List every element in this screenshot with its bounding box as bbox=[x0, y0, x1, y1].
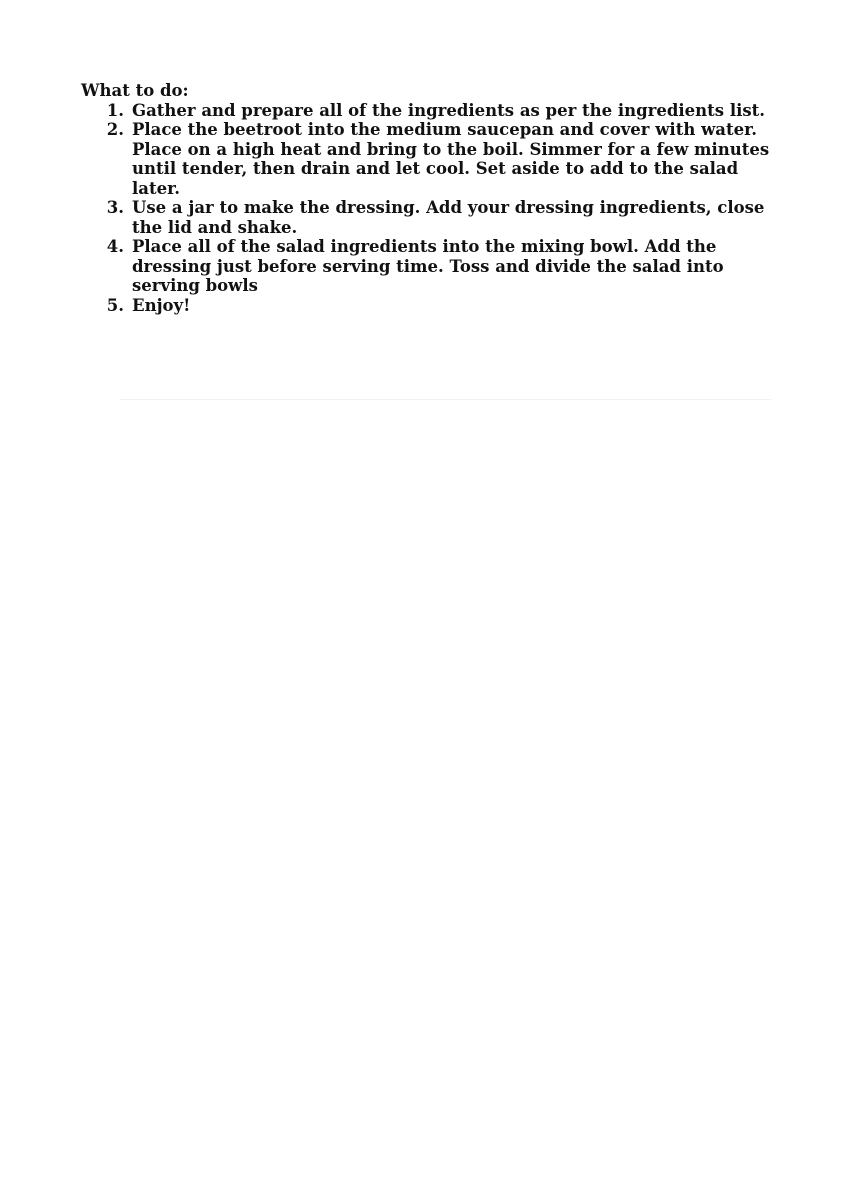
step-number: 4. bbox=[106, 237, 124, 256]
step-text: Place all of the salad ingredients into the mixing bowl. Add the dressing just before serving time. Toss and divide the salad into serving bowls bbox=[132, 237, 724, 295]
step-item bbox=[81, 237, 771, 296]
step-number: 3. bbox=[106, 198, 124, 217]
horizontal-divider bbox=[120, 399, 771, 400]
section-heading: What to do: bbox=[81, 81, 189, 100]
step-item bbox=[81, 296, 771, 316]
step-item bbox=[81, 198, 771, 237]
step-number: 1. bbox=[106, 100, 124, 120]
step-number: 2. bbox=[106, 120, 124, 139]
steps-list bbox=[81, 101, 771, 316]
step-text: Gather and prepare all of the ingredients as per the ingredients list. bbox=[132, 100, 766, 120]
step-number: 5. bbox=[106, 295, 124, 315]
step-text: Enjoy! bbox=[132, 295, 191, 315]
instructions-section bbox=[81, 81, 771, 315]
step-text: Place the beetroot into the medium saucepan and cover with water. Place on a high heat and bring to the boil. Simmer for a few minutes until tender, then drain and let cool. Set aside to add to the salad later. bbox=[132, 120, 770, 198]
step-item bbox=[81, 120, 771, 198]
step-item bbox=[81, 101, 771, 121]
step-text: Use a jar to make the dressing. Add your dressing ingredients, close the lid and shake. bbox=[132, 198, 765, 237]
